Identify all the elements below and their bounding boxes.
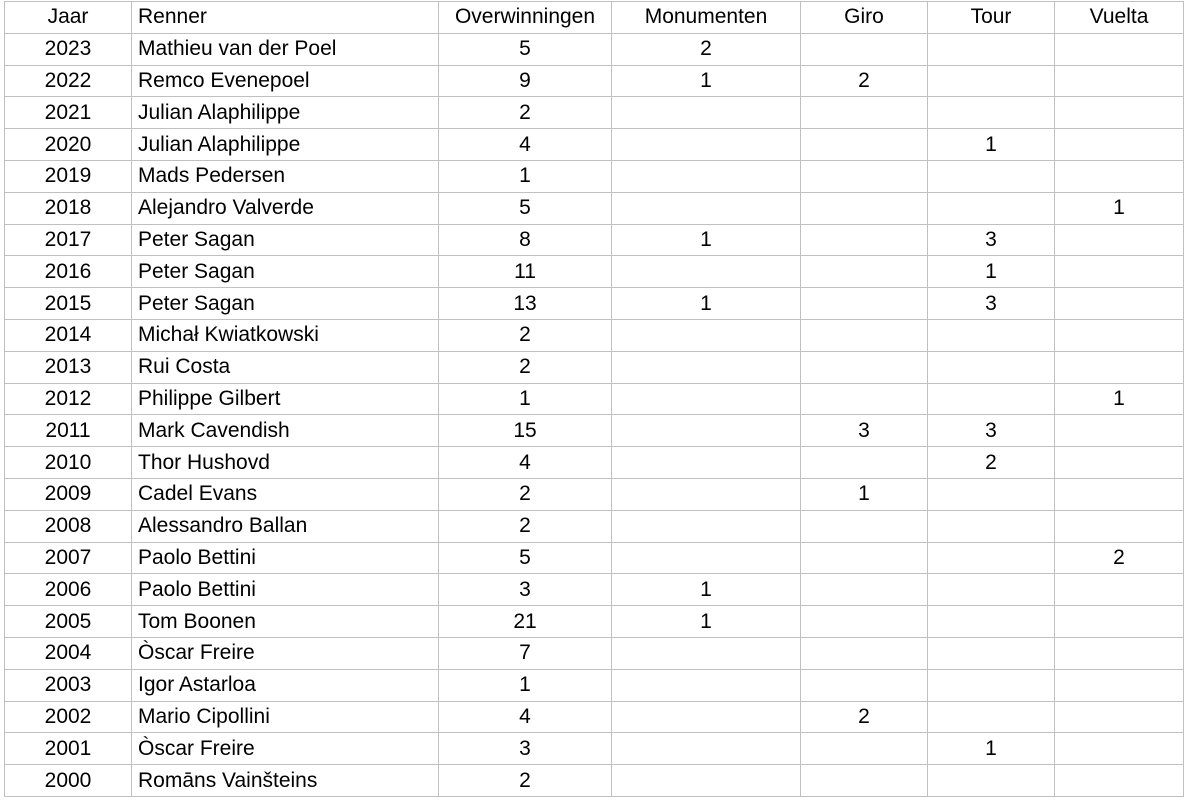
cell-tour[interactable] xyxy=(928,478,1055,510)
table-row xyxy=(5,733,1184,765)
cell-vuelta[interactable] xyxy=(1055,574,1184,606)
table-row xyxy=(5,97,1184,129)
cell-monuments[interactable]: 1 xyxy=(612,65,801,97)
cell-vuelta[interactable] xyxy=(1055,319,1184,351)
cell-monuments[interactable]: 2 xyxy=(612,33,801,65)
cell-wins[interactable]: 5 xyxy=(439,33,612,65)
cell-tour[interactable] xyxy=(928,637,1055,669)
cell-vuelta[interactable] xyxy=(1055,733,1184,765)
table-row xyxy=(5,574,1184,606)
cell-giro[interactable]: 2 xyxy=(801,701,928,733)
cell-rider[interactable]: Mads Pedersen xyxy=(132,160,439,192)
table-row xyxy=(5,415,1184,447)
cell-tour[interactable] xyxy=(928,669,1055,701)
cell-giro[interactable] xyxy=(801,733,928,765)
cell-tour[interactable]: 1 xyxy=(928,733,1055,765)
cell-year[interactable]: 2009 xyxy=(5,478,132,510)
cell-year[interactable]: 2010 xyxy=(5,447,132,479)
cell-monuments[interactable] xyxy=(612,510,801,542)
cell-rider[interactable]: Tom Boonen xyxy=(132,606,439,638)
cell-giro[interactable] xyxy=(801,383,928,415)
cell-rider[interactable]: Peter Sagan xyxy=(132,288,439,320)
table-row xyxy=(5,65,1184,97)
cell-tour[interactable] xyxy=(928,192,1055,224)
cell-vuelta[interactable] xyxy=(1055,510,1184,542)
table-row xyxy=(5,33,1184,65)
cell-year[interactable]: 2005 xyxy=(5,606,132,638)
cell-vuelta[interactable] xyxy=(1055,160,1184,192)
cell-rider[interactable]: Philippe Gilbert xyxy=(132,383,439,415)
cell-monuments[interactable]: 1 xyxy=(612,288,801,320)
cell-rider[interactable]: Julian Alaphilippe xyxy=(132,129,439,161)
cell-rider[interactable]: Mathieu van der Poel xyxy=(132,33,439,65)
cell-giro[interactable] xyxy=(801,351,928,383)
cell-wins[interactable]: 2 xyxy=(439,510,612,542)
cell-rider[interactable]: Michał Kwiatkowski xyxy=(132,319,439,351)
cell-tour[interactable]: 3 xyxy=(928,288,1055,320)
cell-tour[interactable] xyxy=(928,33,1055,65)
cell-giro[interactable] xyxy=(801,129,928,161)
cell-vuelta[interactable] xyxy=(1055,637,1184,669)
cell-giro[interactable]: 2 xyxy=(801,65,928,97)
table-row xyxy=(5,129,1184,161)
cell-year[interactable]: 2023 xyxy=(5,33,132,65)
cell-vuelta[interactable]: 2 xyxy=(1055,542,1184,574)
world-champions-table xyxy=(4,1,1184,797)
cell-rider[interactable]: Paolo Bettini xyxy=(132,542,439,574)
cell-rider[interactable]: Remco Evenepoel xyxy=(132,65,439,97)
cell-giro[interactable] xyxy=(801,606,928,638)
cell-monuments[interactable] xyxy=(612,478,801,510)
cell-year[interactable]: 2006 xyxy=(5,574,132,606)
cell-wins[interactable]: 5 xyxy=(439,192,612,224)
table-row xyxy=(5,701,1184,733)
cell-wins[interactable]: 1 xyxy=(439,160,612,192)
table-row xyxy=(5,192,1184,224)
cell-giro[interactable] xyxy=(801,510,928,542)
cell-monuments[interactable] xyxy=(612,733,801,765)
cell-year[interactable]: 2004 xyxy=(5,637,132,669)
table-row xyxy=(5,510,1184,542)
cell-rider[interactable]: Òscar Freire xyxy=(132,733,439,765)
cell-tour[interactable] xyxy=(928,351,1055,383)
header-year[interactable]: Jaar xyxy=(5,2,132,34)
cell-tour[interactable]: 2 xyxy=(928,447,1055,479)
cell-year[interactable]: 2002 xyxy=(5,701,132,733)
cell-rider[interactable]: Peter Sagan xyxy=(132,224,439,256)
cell-tour[interactable]: 1 xyxy=(928,256,1055,288)
table-row xyxy=(5,637,1184,669)
cell-vuelta[interactable] xyxy=(1055,351,1184,383)
table-row xyxy=(5,383,1184,415)
cell-vuelta[interactable] xyxy=(1055,65,1184,97)
cell-monuments[interactable] xyxy=(612,701,801,733)
cell-giro[interactable] xyxy=(801,97,928,129)
cell-vuelta[interactable]: 1 xyxy=(1055,383,1184,415)
cell-rider[interactable]: Alejandro Valverde xyxy=(132,192,439,224)
cell-vuelta[interactable] xyxy=(1055,129,1184,161)
cell-giro[interactable] xyxy=(801,669,928,701)
cell-tour[interactable] xyxy=(928,574,1055,606)
table-row xyxy=(5,478,1184,510)
table-row xyxy=(5,351,1184,383)
cell-wins[interactable]: 8 xyxy=(439,224,612,256)
cell-vuelta[interactable] xyxy=(1055,447,1184,479)
cell-vuelta[interactable] xyxy=(1055,288,1184,320)
table-row xyxy=(5,160,1184,192)
cell-tour[interactable] xyxy=(928,606,1055,638)
cell-giro[interactable] xyxy=(801,574,928,606)
cell-rider[interactable]: Cadel Evans xyxy=(132,478,439,510)
cell-wins[interactable]: 2 xyxy=(439,97,612,129)
table-body xyxy=(5,33,1184,796)
cell-tour[interactable] xyxy=(928,542,1055,574)
cell-monuments[interactable] xyxy=(612,192,801,224)
cell-wins[interactable]: 2 xyxy=(439,319,612,351)
cell-vuelta[interactable] xyxy=(1055,224,1184,256)
table-row xyxy=(5,256,1184,288)
cell-tour[interactable] xyxy=(928,160,1055,192)
cell-rider[interactable]: Peter Sagan xyxy=(132,256,439,288)
cell-tour[interactable] xyxy=(928,383,1055,415)
cell-tour[interactable] xyxy=(928,765,1055,797)
cell-giro[interactable]: 3 xyxy=(801,415,928,447)
cell-year[interactable]: 2018 xyxy=(5,192,132,224)
cell-rider[interactable]: Igor Astarloa xyxy=(132,669,439,701)
cell-wins[interactable]: 2 xyxy=(439,765,612,797)
cell-monuments[interactable] xyxy=(612,129,801,161)
cell-rider[interactable]: Alessandro Ballan xyxy=(132,510,439,542)
cell-year[interactable]: 2007 xyxy=(5,542,132,574)
cell-tour[interactable] xyxy=(928,319,1055,351)
cell-vuelta[interactable] xyxy=(1055,415,1184,447)
cell-monuments[interactable] xyxy=(612,765,801,797)
cell-wins[interactable]: 1 xyxy=(439,669,612,701)
cell-monuments[interactable] xyxy=(612,319,801,351)
cell-vuelta[interactable] xyxy=(1055,478,1184,510)
cell-year[interactable]: 2021 xyxy=(5,97,132,129)
cell-rider[interactable]: Rui Costa xyxy=(132,351,439,383)
cell-vuelta[interactable]: 1 xyxy=(1055,192,1184,224)
cell-wins[interactable]: 9 xyxy=(439,65,612,97)
cell-giro[interactable] xyxy=(801,765,928,797)
cell-wins[interactable]: 21 xyxy=(439,606,612,638)
cell-giro[interactable] xyxy=(801,256,928,288)
table-row xyxy=(5,606,1184,638)
cell-wins[interactable]: 2 xyxy=(439,351,612,383)
cell-rider[interactable]: Romāns Vainšteins xyxy=(132,765,439,797)
table-row xyxy=(5,669,1184,701)
cell-tour[interactable]: 3 xyxy=(928,415,1055,447)
cell-giro[interactable]: 1 xyxy=(801,478,928,510)
cell-wins[interactable]: 4 xyxy=(439,129,612,161)
cell-tour[interactable] xyxy=(928,65,1055,97)
header-giro[interactable]: Giro xyxy=(801,2,928,34)
cell-wins[interactable]: 11 xyxy=(439,256,612,288)
cell-year[interactable]: 2016 xyxy=(5,256,132,288)
cell-year[interactable]: 2015 xyxy=(5,288,132,320)
cell-wins[interactable]: 13 xyxy=(439,288,612,320)
cell-monuments[interactable] xyxy=(612,415,801,447)
cell-year[interactable]: 2001 xyxy=(5,733,132,765)
cell-monuments[interactable] xyxy=(612,669,801,701)
cell-giro[interactable] xyxy=(801,288,928,320)
cell-monuments[interactable] xyxy=(612,160,801,192)
cell-rider[interactable]: Òscar Freire xyxy=(132,637,439,669)
cell-rider[interactable]: Mario Cipollini xyxy=(132,701,439,733)
cell-wins[interactable]: 1 xyxy=(439,383,612,415)
cell-rider[interactable]: Julian Alaphilippe xyxy=(132,97,439,129)
cell-tour[interactable]: 1 xyxy=(928,129,1055,161)
cell-giro[interactable] xyxy=(801,447,928,479)
cell-vuelta[interactable] xyxy=(1055,701,1184,733)
cell-monuments[interactable]: 1 xyxy=(612,574,801,606)
cell-year[interactable]: 2013 xyxy=(5,351,132,383)
cell-rider[interactable]: Mark Cavendish xyxy=(132,415,439,447)
cell-tour[interactable] xyxy=(928,510,1055,542)
cell-tour[interactable] xyxy=(928,97,1055,129)
cell-year[interactable]: 2014 xyxy=(5,319,132,351)
cell-wins[interactable]: 15 xyxy=(439,415,612,447)
table-row xyxy=(5,224,1184,256)
cell-giro[interactable] xyxy=(801,160,928,192)
table-row xyxy=(5,288,1184,320)
cell-year[interactable]: 2008 xyxy=(5,510,132,542)
cell-vuelta[interactable] xyxy=(1055,765,1184,797)
cell-monuments[interactable] xyxy=(612,351,801,383)
table-row xyxy=(5,447,1184,479)
cell-monuments[interactable] xyxy=(612,542,801,574)
header-row xyxy=(5,2,1184,34)
cell-monuments[interactable]: 1 xyxy=(612,224,801,256)
cell-vuelta[interactable] xyxy=(1055,33,1184,65)
cell-year[interactable]: 2000 xyxy=(5,765,132,797)
cell-wins[interactable]: 5 xyxy=(439,542,612,574)
cell-wins[interactable]: 2 xyxy=(439,478,612,510)
cell-wins[interactable]: 3 xyxy=(439,574,612,606)
cell-monuments[interactable] xyxy=(612,256,801,288)
cell-vuelta[interactable] xyxy=(1055,606,1184,638)
cell-year[interactable]: 2003 xyxy=(5,669,132,701)
table-row xyxy=(5,542,1184,574)
cell-vuelta[interactable] xyxy=(1055,256,1184,288)
cell-rider[interactable]: Paolo Bettini xyxy=(132,574,439,606)
cell-year[interactable]: 2019 xyxy=(5,160,132,192)
cell-rider[interactable]: Thor Hushovd xyxy=(132,447,439,479)
cell-wins[interactable]: 4 xyxy=(439,447,612,479)
cell-vuelta[interactable] xyxy=(1055,669,1184,701)
cell-monuments[interactable] xyxy=(612,447,801,479)
cell-tour[interactable] xyxy=(928,701,1055,733)
header-vuelta[interactable]: Vuelta xyxy=(1055,2,1184,34)
cell-year[interactable]: 2012 xyxy=(5,383,132,415)
cell-giro[interactable] xyxy=(801,637,928,669)
table-row xyxy=(5,765,1184,797)
cell-giro[interactable] xyxy=(801,33,928,65)
cell-wins[interactable]: 3 xyxy=(439,733,612,765)
cell-wins[interactable]: 4 xyxy=(439,701,612,733)
cell-giro[interactable] xyxy=(801,192,928,224)
header-tour[interactable]: Tour xyxy=(928,2,1055,34)
cell-tour[interactable]: 3 xyxy=(928,224,1055,256)
cell-year[interactable]: 2017 xyxy=(5,224,132,256)
header-wins[interactable]: Overwinningen xyxy=(439,2,612,34)
cell-monuments[interactable] xyxy=(612,97,801,129)
cell-year[interactable]: 2020 xyxy=(5,129,132,161)
cell-monuments[interactable] xyxy=(612,383,801,415)
cell-vuelta[interactable] xyxy=(1055,97,1184,129)
cell-giro[interactable] xyxy=(801,319,928,351)
cell-year[interactable]: 2022 xyxy=(5,65,132,97)
cell-monuments[interactable] xyxy=(612,637,801,669)
cell-wins[interactable]: 7 xyxy=(439,637,612,669)
cell-monuments[interactable]: 1 xyxy=(612,606,801,638)
header-rider[interactable]: Renner xyxy=(132,2,439,34)
cell-giro[interactable] xyxy=(801,542,928,574)
header-monuments[interactable]: Monumenten xyxy=(612,2,801,34)
cell-year[interactable]: 2011 xyxy=(5,415,132,447)
table-row xyxy=(5,319,1184,351)
spreadsheet xyxy=(4,1,1184,797)
cell-giro[interactable] xyxy=(801,224,928,256)
